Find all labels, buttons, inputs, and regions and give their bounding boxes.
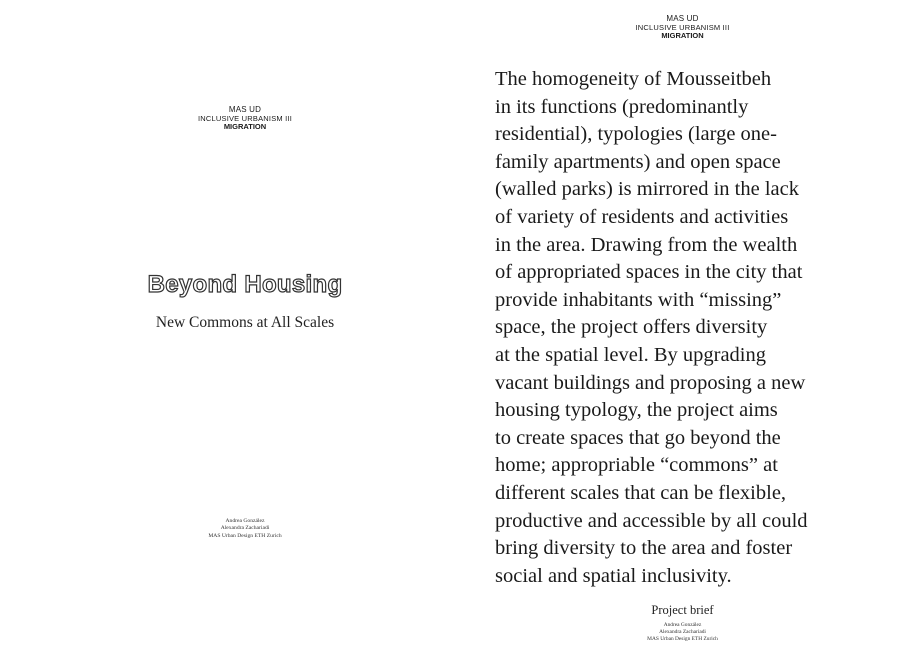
brief-line: productive and accessible by all could: [495, 509, 808, 532]
credit-author-2: Alexandra Zachariadi: [659, 629, 706, 636]
brief-line: housing typology, the project aims: [495, 399, 778, 422]
header-line-program: MAS UD: [228, 105, 262, 114]
brief-line: family apartments) and open space: [495, 150, 781, 173]
header-line-topic: MIGRATION: [661, 31, 704, 41]
right-page-credits: [455, 622, 900, 643]
brief-line: of variety of residents and activities: [495, 205, 789, 228]
left-page-credits: [0, 518, 490, 540]
brief-line: in the area. Drawing from the wealth: [495, 233, 798, 256]
page-title: Beyond Housing: [147, 271, 343, 298]
brief-line: The homogeneity of Mousseitbeh: [495, 68, 772, 90]
brief-line: provide inhabitants with “missing”: [495, 288, 782, 311]
credit-institution: MAS Urban Design ETH Zurich: [647, 636, 718, 643]
page-subtitle: New Commons at All Scales: [155, 314, 335, 331]
brief-line: vacant buildings and proposing a new: [495, 371, 806, 394]
brief-line: to create spaces that go beyond the: [495, 426, 781, 449]
brief-caption: Project brief: [651, 603, 714, 617]
brief-line: space, the project offers diversity: [495, 316, 768, 339]
brief-line: (walled parks) is mirrored in the lack: [495, 178, 799, 201]
project-brief-text: [495, 66, 900, 590]
brief-line: at the spatial level. By upgrading: [495, 343, 766, 366]
credit-author-1: Andrea González: [663, 622, 702, 628]
header-line-course: INCLUSIVE URBANISM III: [197, 113, 292, 123]
brief-line: bring diversity to the area and foster: [495, 537, 793, 560]
brief-line: in its functions (predominantly: [495, 95, 749, 118]
credit-author-2: Alexandra Zachariadi: [220, 525, 270, 532]
brief-line: home; appropriable “commons” at: [495, 454, 778, 477]
brief-line: social and spatial inclusivity.: [495, 564, 732, 587]
brief-line: different scales that can be flexible,: [495, 481, 787, 504]
credit-author-1: Andrea González: [225, 518, 265, 524]
credit-institution: MAS Urban Design ETH Zurich: [208, 532, 282, 539]
right-page: [455, 0, 900, 652]
header-line-program: MAS UD: [666, 14, 699, 23]
right-page-header: [455, 15, 900, 40]
brief-line: of appropriated spaces in the city that: [495, 261, 803, 284]
left-page-header: [0, 106, 490, 131]
brief-line: residential), typologies (large one-: [495, 123, 777, 146]
header-line-course: INCLUSIVE URBANISM III: [635, 22, 730, 32]
header-line-topic: MIGRATION: [223, 122, 267, 132]
